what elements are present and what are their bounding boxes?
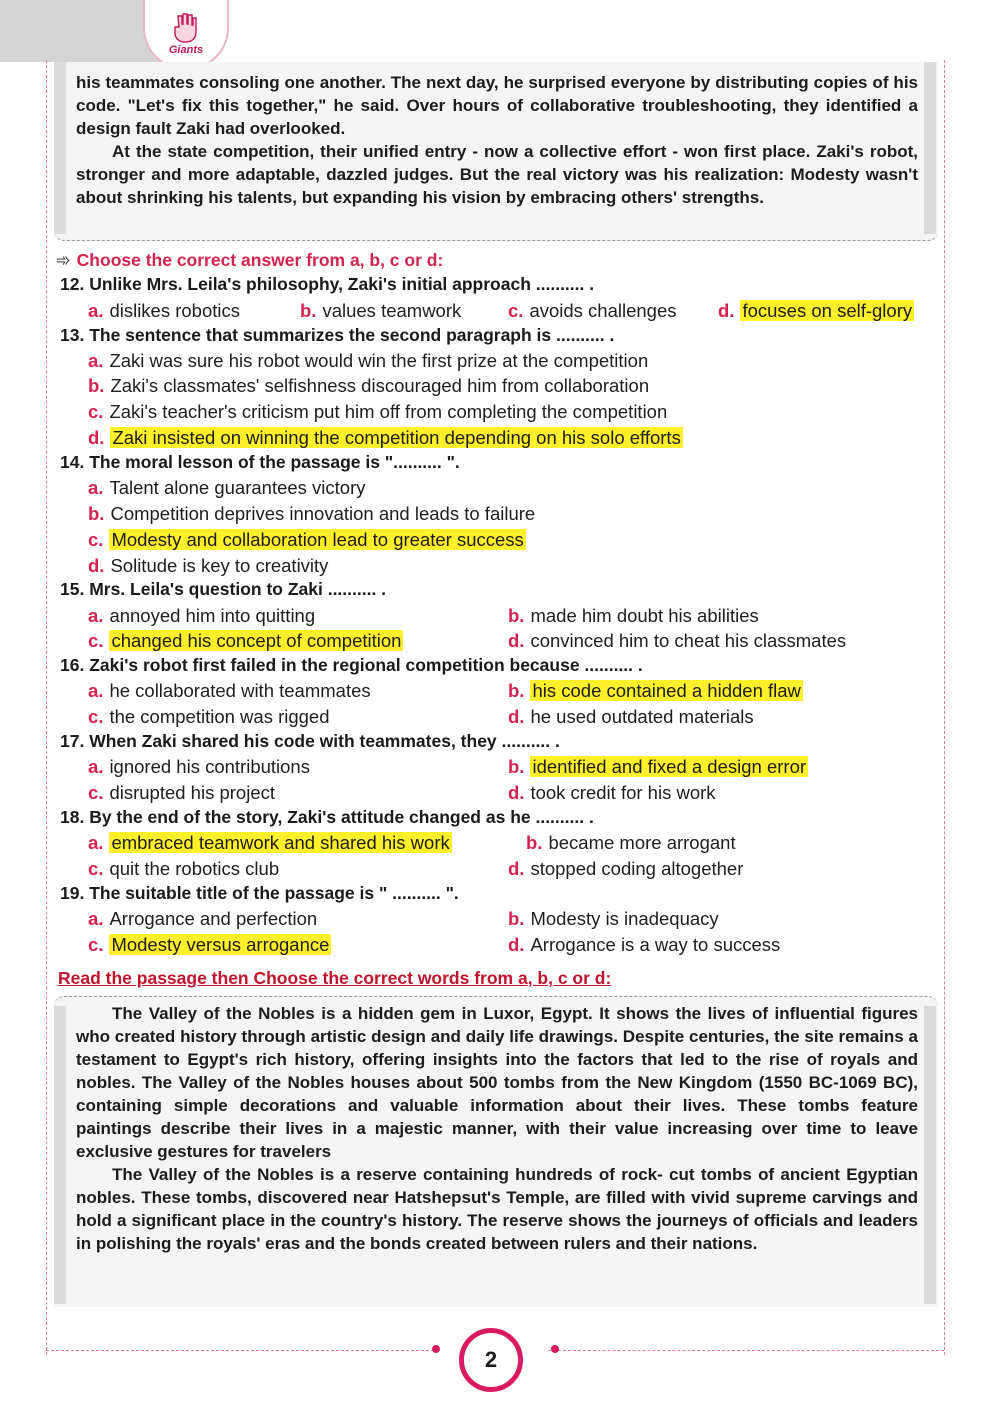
footer-line-right (548, 1350, 944, 1351)
correct-answer: Modesty and collaboration lead to greater success (111, 529, 524, 550)
passage-2-bar-left (54, 1006, 66, 1304)
option-19a[interactable]: a. Arrogance and perfection (88, 908, 318, 929)
question-16: 16. Zaki's robot first failed in the regional competition because .......... . (60, 655, 643, 675)
option-14d[interactable]: d. Solitude is key to creativity (88, 555, 329, 576)
option-12b[interactable]: b. values teamwork (300, 300, 462, 321)
option-15a[interactable]: a. annoyed him into quitting (88, 605, 316, 626)
page-frame-left (46, 60, 47, 1355)
option-18c[interactable]: c. quit the robotics club (88, 858, 280, 879)
question-12: 12. Unlike Mrs. Leila's philosophy, Zaki's initial approach .......... . (60, 274, 595, 294)
passage-bar-right (924, 62, 936, 234)
option-16b[interactable]: b. his code contained a hidden flaw (508, 680, 801, 701)
option-13c[interactable]: c. Zaki's teacher's criticism put him off from completing the competition (88, 401, 668, 422)
option-17d[interactable]: d. took credit for his work (508, 782, 716, 803)
section-2-title: Read the passage then Choose the correct words from a, b, c or d: (58, 968, 612, 988)
instruction (56, 250, 443, 271)
option-19b[interactable]: b. Modesty is inadequacy (508, 908, 719, 929)
option-13a[interactable]: a. Zaki was sure his robot would win the first prize at the competition (88, 350, 649, 371)
passage-1-paragraph-1: his teammates consoling one another. The next day, he surprised everyone by distributing copies of his code. "Let's fix this together," he said. Over hours of collaborative troubleshooting, they identified a design fault Zaki had overlooked. (76, 73, 918, 138)
option-15d[interactable]: d. convinced him to cheat his classmates (508, 630, 847, 651)
option-17a[interactable]: a. ignored his contributions (88, 756, 310, 777)
passage-2-paragraph-1: The Valley of the Nobles is a hidden gem in Luxor, Egypt. It shows the lives of influential figures who created history through artistic design and daily life drawings. Despite centuries, the site remains a testament to Egypt's rich history, offering insights into the factors that led to the rise of royals and nobles. The Valley of the Nobles houses about 500 tombs from the New Kingdom (1550 BC-1069 BC), containing simple decorations and valuable information about their lives. These tombs feature paintings describe their lives in a majestic manner, with their value increasing over time to leave exclusive gestures for travelers (76, 1004, 918, 1161)
option-19c[interactable]: c. Modesty versus arrogance (88, 934, 330, 955)
option-14c[interactable]: c. Modesty and collaboration lead to greater success (88, 529, 524, 550)
question-18: 18. By the end of the story, Zaki's attitude changed as he .......... . (60, 807, 594, 827)
question-17: 17. When Zaki shared his code with teammates, they .......... . (60, 731, 560, 751)
option-12d[interactable]: d. focuses on self-glory (718, 300, 913, 321)
option-12c[interactable]: c. avoids challenges (508, 300, 677, 321)
option-18a[interactable]: a. embraced teamwork and shared his work (88, 832, 450, 853)
raised-fist-icon (171, 12, 201, 46)
correct-answer: focuses on self-glory (742, 300, 913, 321)
passage-2-bar-right (924, 1006, 936, 1304)
instruction-text: Choose the correct answer from a, b, c or d: (76, 250, 444, 270)
correct-answer: changed his concept of competition (111, 630, 402, 651)
option-17b[interactable]: b. identified and fixed a design error (508, 756, 807, 777)
question-14: 14. The moral lesson of the passage is ".......... ". (60, 452, 460, 472)
correct-answer: his code contained a hidden flaw (532, 680, 801, 701)
question-19: 19. The suitable title of the passage is " .......... ". (60, 883, 459, 903)
option-17c[interactable]: c. disrupted his project (88, 782, 275, 803)
option-14a[interactable]: a. Talent alone guarantees victory (88, 477, 366, 498)
option-15c[interactable]: c. changed his concept of competition (88, 630, 402, 651)
passage-bar-left (54, 62, 66, 234)
correct-answer: Zaki insisted on winning the competition depending on his solo efforts (112, 427, 681, 448)
option-13d[interactable]: d. Zaki insisted on winning the competition depending on his solo efforts (88, 427, 681, 448)
passage-2-paragraph-2: The Valley of the Nobles is a reserve containing hundreds of rock- cut tombs of ancient Egyptian nobles. These tombs, discovered near Hatshepsut's Temple, are filled with vivid supreme carvings and hold a significant place in the country's history. The reserve shows the journeys of officials and leaders in polishing the royals' eras and the bonds created between rulers and their nations. (76, 1165, 918, 1253)
correct-answer: embraced teamwork and shared his work (111, 832, 450, 853)
question-13: 13. The sentence that summarizes the second paragraph is .......... . (60, 325, 615, 345)
passage-1 (76, 71, 918, 209)
correct-answer: identified and fixed a design error (532, 756, 807, 777)
option-14b[interactable]: b. Competition deprives innovation and leads to failure (88, 503, 536, 524)
page-frame-right (944, 60, 945, 1355)
option-12a[interactable]: a. dislikes robotics (88, 300, 241, 321)
question-15: 15. Mrs. Leila's question to Zaki .......... . (60, 579, 387, 599)
footer-dot-left (432, 1345, 440, 1353)
option-16d[interactable]: d. he used outdated materials (508, 706, 754, 727)
option-18d[interactable]: d. stopped coding altogether (508, 858, 744, 879)
option-16a[interactable]: a. he collaborated with teammates (88, 680, 371, 701)
passage-1-paragraph-2: At the state competition, their unified entry - now a collective effort - won first place. Zaki's robot, stronger and more adaptable, dazzled judges. But the real victory was his realization: Modesty wasn't about shrinking his talents, but expanding his vision by embracing others' strengths. (76, 142, 918, 207)
option-16c[interactable]: c. the competition was rigged (88, 706, 330, 727)
option-19d[interactable]: d. Arrogance is a way to success (508, 934, 781, 955)
option-15b[interactable]: b. made him doubt his abilities (508, 605, 759, 626)
option-13b[interactable]: b. Zaki's classmates' selfishness discouraged him from collaboration (88, 375, 650, 396)
passage-2 (76, 1002, 918, 1255)
option-18b[interactable]: b. became more arrogant (526, 832, 736, 853)
footer-dot-right (551, 1345, 559, 1353)
arrow-icon: ➾ (56, 250, 71, 270)
correct-answer: Modesty versus arrogance (111, 934, 330, 955)
footer-line-left (46, 1350, 434, 1351)
page-number: 2 (459, 1328, 523, 1392)
logo-text: Giants (168, 44, 204, 56)
